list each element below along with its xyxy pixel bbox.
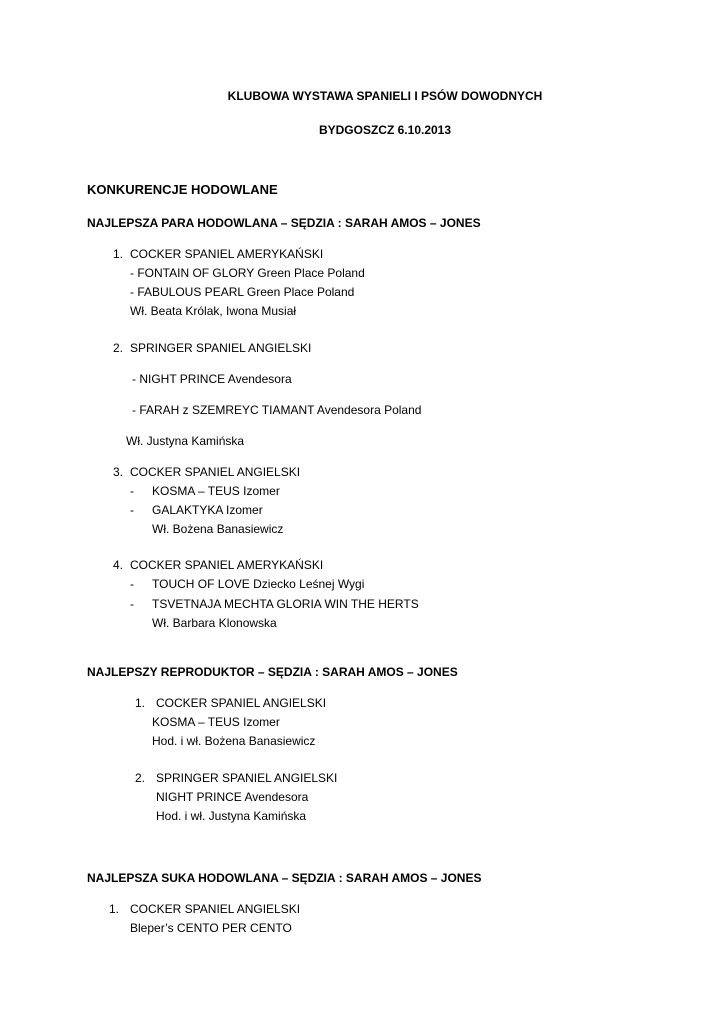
owner-name: Wł. Bożena Banasiewicz bbox=[152, 522, 284, 536]
dog-name: - FARAH z SZEMREYC TIAMANT Avendesora Poland bbox=[132, 403, 422, 417]
dog-name: - FABULOUS PEARL Green Place Poland bbox=[130, 285, 355, 299]
breed-name: COCKER SPANIEL AMERYKAŃSKI bbox=[130, 558, 324, 572]
dog-name: - NIGHT PRINCE Avendesora bbox=[132, 372, 292, 386]
dog-name: NIGHT PRINCE Avendesora bbox=[156, 790, 309, 804]
dog-name: KOSMA – TEUS Izomer bbox=[152, 715, 280, 729]
dog-name: TOUCH OF LOVE Dziecko Leśnej Wygi bbox=[152, 577, 365, 591]
owner-name: Wł. Beata Królak, Iwona Musiał bbox=[130, 304, 297, 318]
section-heading: KONKURENCJE HODOWLANE bbox=[87, 182, 278, 197]
owner-name: Wł. Barbara Klonowska bbox=[152, 616, 277, 630]
para-heading: NAJLEPSZA PARA HODOWLANA – SĘDZIA : SARAH AMOS – JONES bbox=[87, 216, 481, 230]
list-number: 1. bbox=[113, 247, 124, 261]
list-number: 4. bbox=[113, 558, 124, 572]
dog-name: KOSMA – TEUS Izomer bbox=[152, 484, 280, 498]
list-number: 2. bbox=[113, 341, 124, 355]
bullet-dash: - bbox=[130, 503, 134, 517]
breed-name: COCKER SPANIEL ANGIELSKI bbox=[130, 902, 301, 916]
bullet-dash: - bbox=[130, 484, 134, 498]
dog-name: Bleper’s CENTO PER CENTO bbox=[130, 921, 292, 935]
suka-heading: NAJLEPSZA SUKA HODOWLANA – SĘDZIA : SARAH AMOS – JONES bbox=[87, 871, 482, 885]
breed-name: COCKER SPANIEL AMERYKAŃSKI bbox=[130, 247, 324, 261]
list-number: 1. bbox=[135, 696, 146, 710]
breed-name: COCKER SPANIEL ANGIELSKI bbox=[156, 696, 327, 710]
dog-name: - FONTAIN OF GLORY Green Place Poland bbox=[130, 266, 365, 280]
reproduktor-heading: NAJLEPSZY REPRODUKTOR – SĘDZIA : SARAH AMOS – JONES bbox=[87, 665, 458, 679]
owner-name: Hod. i wł. Bożena Banasiewicz bbox=[152, 734, 316, 748]
document-subtitle: BYDGOSZCZ 6.10.2013 bbox=[318, 123, 452, 137]
breed-name: SPRINGER SPANIEL ANGIELSKI bbox=[156, 771, 338, 785]
owner-name: Wł. Justyna Kamińska bbox=[126, 434, 245, 448]
list-number: 3. bbox=[113, 465, 124, 479]
bullet-dash: - bbox=[130, 577, 134, 591]
list-number: 1. bbox=[109, 902, 120, 916]
dog-name: GALAKTYKA Izomer bbox=[152, 503, 263, 517]
breed-name: COCKER SPANIEL ANGIELSKI bbox=[130, 465, 301, 479]
list-number: 2. bbox=[135, 771, 146, 785]
document-title: KLUBOWA WYSTAWA SPANIELI I PSÓW DOWODNYCH bbox=[227, 89, 543, 103]
bullet-dash: - bbox=[130, 597, 134, 611]
dog-name: TSVETNAJA MECHTA GLORIA WIN THE HERTS bbox=[152, 597, 419, 611]
owner-name: Hod. i wł. Justyna Kamińska bbox=[156, 809, 307, 823]
breed-name: SPRINGER SPANIEL ANGIELSKI bbox=[130, 341, 312, 355]
